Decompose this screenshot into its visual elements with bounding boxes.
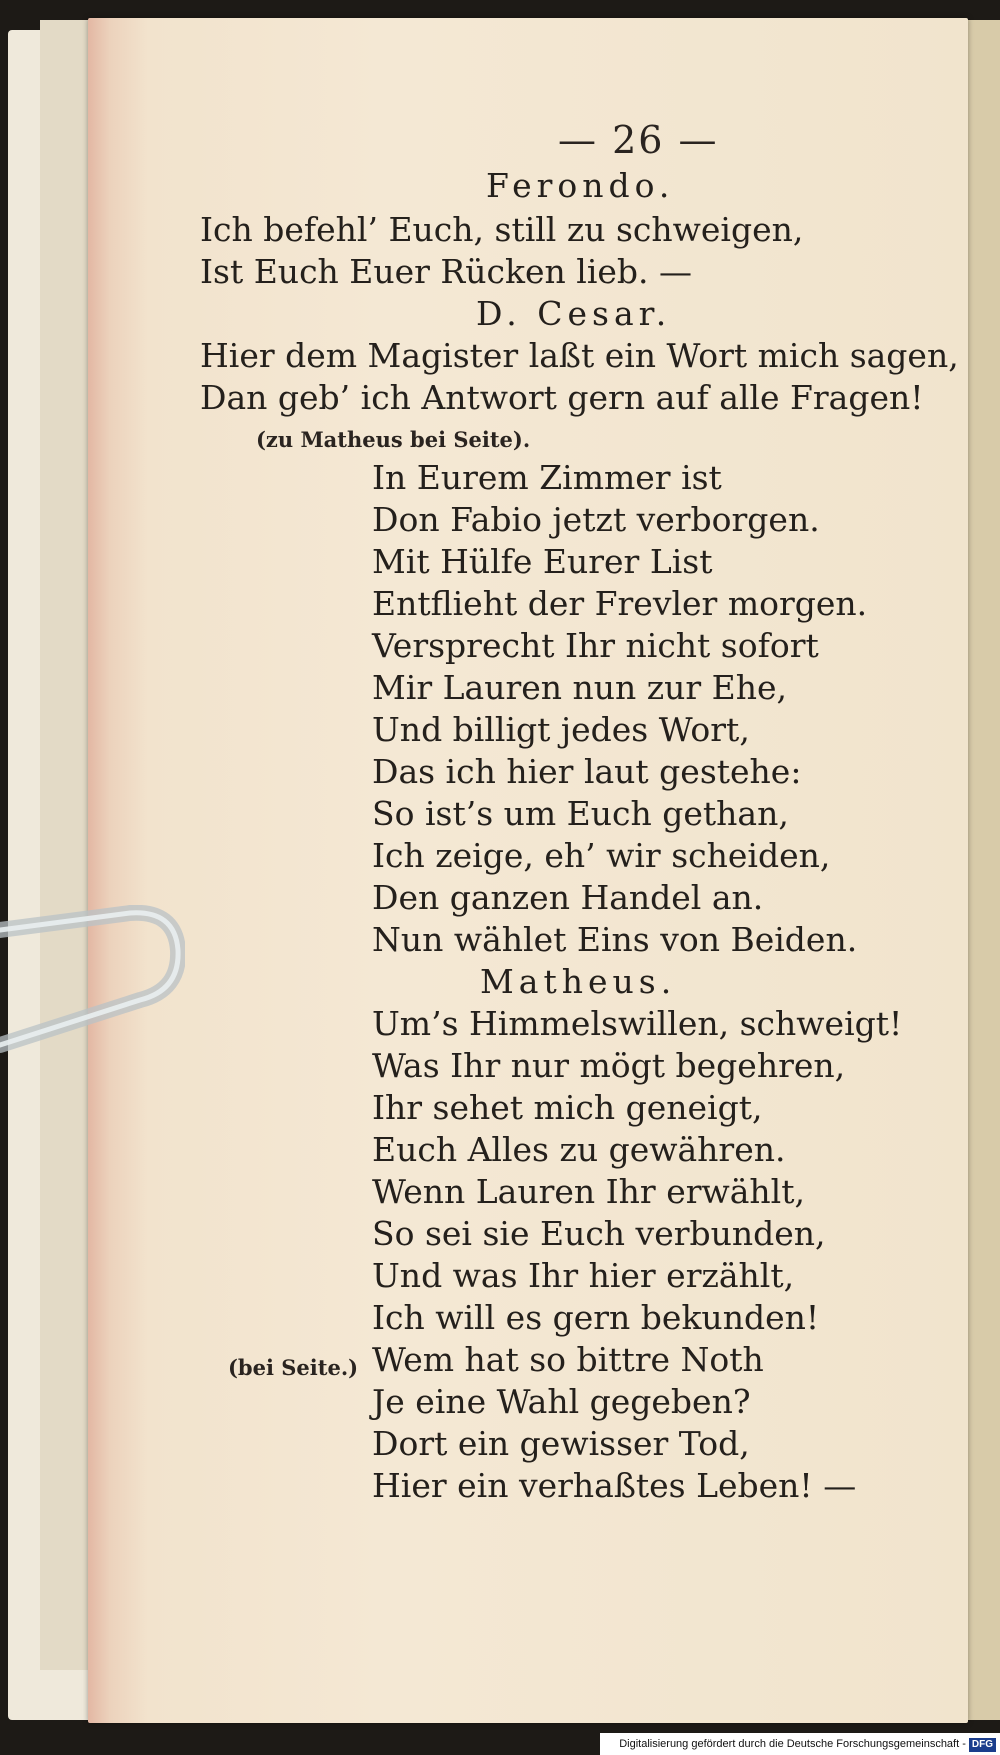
speaker-d-cesar: D. Cesar. (476, 294, 672, 333)
verse-line: Wem hat so bittre Noth (372, 1340, 764, 1379)
verse-line: Mit Hülfe Eurer List (372, 542, 713, 581)
verse-line: Das ich hier laut gestehe: (372, 752, 802, 791)
credit-text: Digitalisierung gefördert durch die Deutsche Forschungsgemeinschaft - (619, 1738, 966, 1750)
speaker-ferondo: Ferondo. (486, 166, 675, 205)
verse-line: So ist’s um Euch gethan, (372, 794, 789, 833)
verse-line: Ist Euch Euer Rücken lieb. — (200, 252, 693, 291)
verse-line: Je eine Wahl gegeben? (372, 1382, 751, 1421)
verse-line: Dort ein gewisser Tod, (372, 1424, 750, 1463)
verse-line: Versprecht Ihr nicht sofort (372, 626, 819, 665)
page-number: — 26 — (558, 118, 719, 162)
verse-line: Mir Lauren nun zur Ehe, (372, 668, 788, 707)
verse-line: Ich befehl’ Euch, still zu schweigen, (200, 210, 804, 249)
verse-line: Und was Ihr hier erzählt, (372, 1256, 795, 1295)
verse-line: Entflieht der Frevler morgen. (372, 584, 868, 623)
verse-line: Hier dem Magister laßt ein Wort mich sagen, (200, 336, 959, 375)
verse-line: So sei sie Euch verbunden, (372, 1214, 826, 1253)
verse-line: Um’s Himmelswillen, schweigt! (372, 1004, 903, 1043)
verse-line: Wenn Lauren Ihr erwählt, (372, 1172, 805, 1211)
verse-line: Hier ein verhaßtes Leben! — (372, 1466, 857, 1505)
stage-direction: (zu Matheus bei Seite). (256, 427, 531, 452)
verse-line: Euch Alles zu gewähren. (372, 1130, 786, 1169)
speaker-matheus: Matheus. (480, 962, 677, 1001)
verse-line: Ich zeige, eh’ wir scheiden, (372, 836, 831, 875)
stage-direction: (bei Seite.) (228, 1355, 359, 1380)
verse-line: Nun wählet Eins von Beiden. (372, 920, 858, 959)
digitization-credit (600, 1733, 1000, 1755)
verse-line: In Eurem Zimmer ist (372, 458, 722, 497)
dfg-logo: DFG (969, 1738, 996, 1752)
verse-line: Den ganzen Handel an. (372, 878, 764, 917)
verse-line: Ich will es gern bekunden! (372, 1298, 820, 1337)
verse-line: Dan geb’ ich Antwort gern auf alle Fragen! (200, 378, 924, 417)
verse-line: Was Ihr nur mögt begehren, (372, 1046, 846, 1085)
verse-line: Don Fabio jetzt verborgen. (372, 500, 820, 539)
book-page (88, 18, 968, 1723)
page-clip-icon (0, 905, 185, 1055)
verse-line: Und billigt jedes Wort, (372, 710, 750, 749)
verse-line: Ihr sehet mich geneigt, (372, 1088, 763, 1127)
